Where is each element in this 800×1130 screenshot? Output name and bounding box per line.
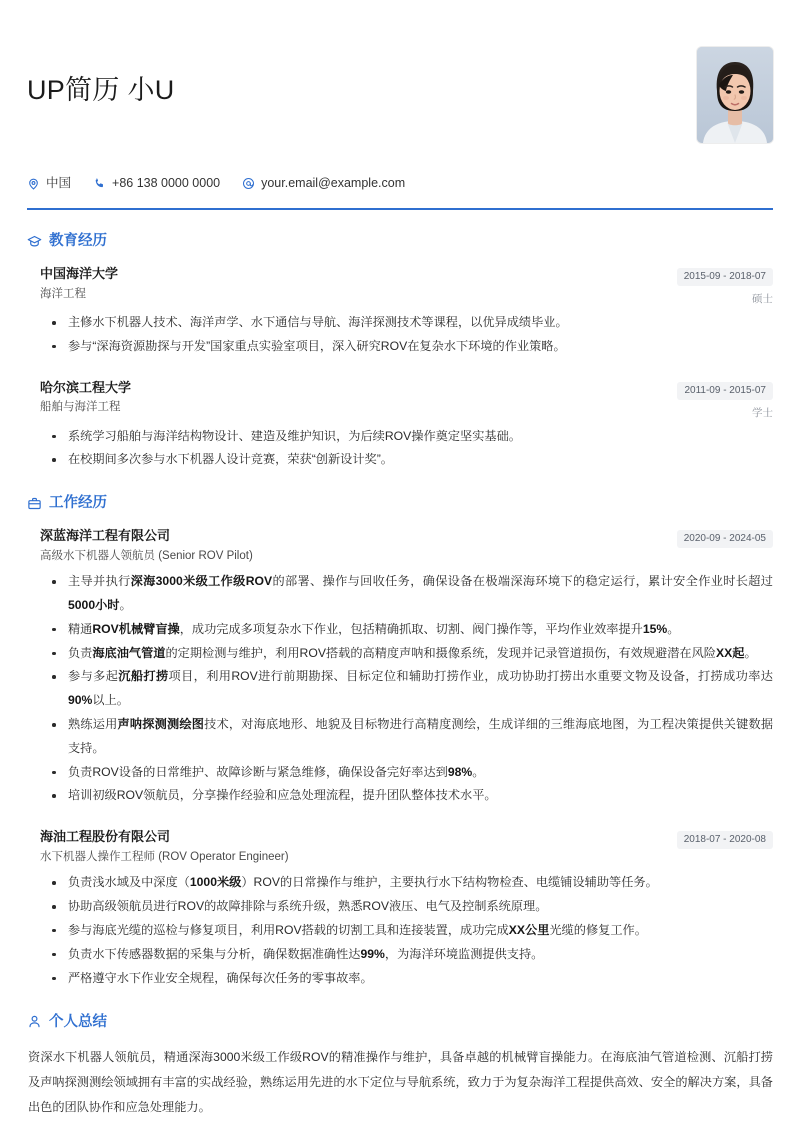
date-badge: 2011-09 - 2015-07: [677, 382, 773, 400]
list-item: 负责水下传感器数据的采集与分析，确保数据准确性达99%，为海洋环境监测提供支持。: [40, 943, 773, 967]
contact-email-text: your.email@example.com: [261, 176, 406, 191]
section-education-title: 教育经历: [49, 233, 107, 250]
contact-phone-text: +86 138 0000 0000: [112, 176, 221, 191]
entry-meta: [677, 828, 773, 849]
entry-bullets: [40, 871, 773, 990]
summary-paragraph: 资深水下机器人领航员，精通深海3000米级工作级ROV的精准操作与维护，具备卓越的机械臂盲操能力。在海底油气管道检测、沉船打捞及声呐探测测绘领域拥有丰富的实战经验，熟练运用先进的水下定位与导航系统，致力于为复杂海洋工程提供高效、安全的解决方案，具备出色的团队协作和应急处理能力。: [28, 1050, 773, 1115]
work-entry: [27, 828, 773, 990]
entry-top: [40, 379, 773, 420]
section-work-header: [27, 496, 773, 511]
page-title: UP简历 小U: [27, 75, 175, 105]
entry-bullets: [40, 311, 773, 359]
entry-organization: 海油工程股份有限公司: [40, 829, 171, 845]
list-item: 在校期间多次参与水下机器人设计竞赛，荣获“创新设计奖”。: [40, 448, 773, 472]
entry-main: [40, 828, 289, 866]
list-item: 主导并执行深海3000米级工作级ROV的部署、操作与回收任务，确保设备在极端深海环境下的稳定运行，累计安全作业时长超过5000小时。: [40, 570, 773, 618]
education-entry: [27, 379, 773, 473]
entry-top: [40, 265, 773, 306]
entry-subtitle: 水下机器人操作工程师 (ROV Operator Engineer): [40, 851, 289, 864]
entry-subtitle: 高级水下机器人领航员 (Senior ROV Pilot): [40, 549, 253, 562]
email-at-icon: [242, 177, 255, 190]
section-summary-header: [27, 1014, 773, 1029]
avatar: [697, 47, 773, 143]
contact-email: [242, 177, 405, 190]
header-left: [27, 46, 697, 108]
degree-label: 硕士: [752, 293, 773, 305]
entry-subtitle: 船舶与海洋工程: [40, 401, 121, 414]
entry-meta: [677, 265, 773, 306]
education-entries: [27, 265, 773, 472]
list-item: 参与“深海资源勘探与开发”国家重点实验室项目，深入研究ROV在复杂水下环境的作业策略。: [40, 335, 773, 359]
list-item: 负责海底油气管道的定期检测与维护，利用ROV搭载的高精度声呐和摄像系统，发现并记录管道损伤，有效规避潜在风险XX起。: [40, 642, 773, 666]
contact-location-text: 中国: [46, 176, 72, 191]
contact-location: [27, 177, 71, 190]
list-item: 严格遵守水下作业安全规程，确保每次任务的零事故率。: [40, 967, 773, 991]
entry-top: [40, 527, 773, 565]
entry-organization: 深蓝海洋工程有限公司: [40, 528, 171, 544]
graduation-cap-icon: [27, 234, 42, 249]
section-summary-title: 个人总结: [49, 1013, 107, 1030]
entry-organization: 中国海洋大学: [40, 266, 119, 281]
date-badge: 2015-09 - 2018-07: [677, 268, 773, 286]
location-pin-icon: [27, 177, 40, 190]
entry-organization: 哈尔滨工程大学: [40, 379, 132, 395]
section-work-title: 工作经历: [49, 495, 107, 512]
contact-phone: [93, 177, 220, 190]
briefcase-icon: [27, 496, 42, 511]
entry-bullets: [40, 570, 773, 808]
entry-main: [40, 265, 118, 303]
list-item: 负责浅水域及中深度（1000米级）ROV的日常操作与维护，主要执行水下结构物检查、电缆铺设辅助等任务。: [40, 871, 773, 895]
list-item: 参与多起沉船打捞项目，利用ROV进行前期勘探、目标定位和辅助打捞作业，成功协助打捞出水重要文物及设备，打捞成功率达90%以上。: [40, 665, 773, 713]
list-item: 精通ROV机械臂盲操，成功完成多项复杂水下作业，包括精确抓取、切割、阀门操作等，平均作业效率提升15%。: [40, 618, 773, 642]
list-item: 培训初级ROV领航员，分享操作经验和应急处理流程，提升团队整体技术水平。: [40, 784, 773, 808]
phone-icon: [93, 177, 106, 190]
resume-header: [27, 0, 773, 143]
entry-main: [40, 527, 253, 565]
header-divider: [27, 208, 773, 210]
section-summary: [27, 1014, 773, 1120]
list-item: 协助高级领航员进行ROV的故障排除与系统升级，熟悉ROV液压、电气及控制系统原理。: [40, 895, 773, 919]
entry-bullets: [40, 425, 773, 473]
section-work: [27, 496, 773, 990]
list-item: 熟练运用声呐探测测绘图技术，对海底地形、地貌及目标物进行高精度测绘，生成详细的三维海底地图，为工程决策提供关键数据支持。: [40, 713, 773, 761]
contact-row: [27, 177, 773, 190]
entry-top: [40, 828, 773, 866]
date-badge: 2020-09 - 2024-05: [677, 530, 773, 548]
list-item: 参与海底光缆的巡检与修复项目，利用ROV搭载的切割工具和连接装置，成功完成XX公里光缆的修复工作。: [40, 919, 773, 943]
section-education-header: [27, 234, 773, 249]
entry-meta: [677, 379, 773, 420]
work-entry: [27, 527, 773, 808]
degree-label: 学士: [752, 406, 773, 419]
education-entry: [27, 265, 773, 359]
entry-meta: [677, 527, 773, 548]
list-item: 负责ROV设备的日常维护、故障诊断与紧急维修，确保设备完好率达到98%。: [40, 761, 773, 785]
entry-main: [40, 379, 131, 417]
person-icon: [27, 1014, 42, 1029]
section-education: [27, 234, 773, 472]
list-item: 系统学习船舶与海洋结构物设计、建造及维护知识，为后续ROV操作奠定坚实基础。: [40, 425, 773, 449]
work-entries: [27, 527, 773, 990]
date-badge: 2018-07 - 2020-08: [677, 831, 773, 849]
list-item: 主修水下机器人技术、海洋声学、水下通信与导航、海洋探测技术等课程，以优异成绩毕业。: [40, 311, 773, 335]
entry-subtitle: 海洋工程: [40, 287, 86, 300]
